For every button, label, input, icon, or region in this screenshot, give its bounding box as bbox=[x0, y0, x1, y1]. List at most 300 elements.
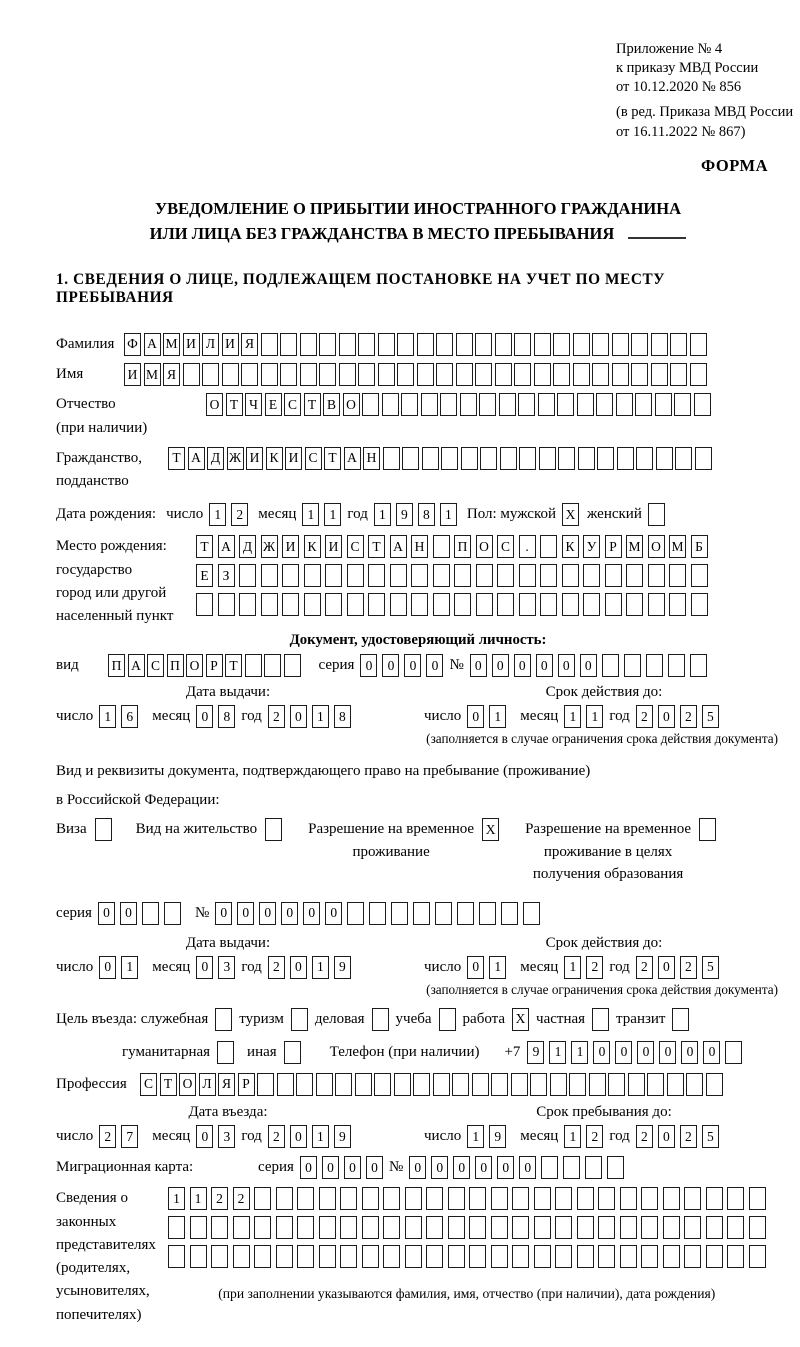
char-box[interactable]: 8 bbox=[334, 705, 351, 728]
char-box[interactable] bbox=[222, 363, 239, 386]
char-box[interactable] bbox=[304, 593, 321, 616]
char-box[interactable] bbox=[433, 1073, 450, 1096]
char-box[interactable]: А bbox=[144, 333, 161, 356]
id-doc-type-boxes[interactable] bbox=[108, 654, 301, 677]
char-box[interactable] bbox=[390, 564, 407, 587]
char-box[interactable] bbox=[669, 564, 686, 587]
char-box[interactable] bbox=[405, 1187, 422, 1210]
char-box[interactable]: 1 bbox=[440, 503, 457, 526]
char-box[interactable] bbox=[620, 1216, 637, 1239]
char-box[interactable] bbox=[690, 363, 707, 386]
char-box[interactable]: З bbox=[218, 564, 235, 587]
char-box[interactable]: Е bbox=[196, 564, 213, 587]
char-box[interactable]: А bbox=[128, 654, 145, 677]
char-box[interactable] bbox=[217, 1041, 234, 1064]
purpose-transit-checkbox[interactable] bbox=[672, 1008, 689, 1031]
char-box[interactable] bbox=[538, 393, 555, 416]
char-box[interactable] bbox=[534, 363, 551, 386]
representatives-boxes-row3[interactable] bbox=[168, 1245, 766, 1268]
char-box[interactable]: М bbox=[626, 535, 643, 558]
char-box[interactable] bbox=[300, 363, 317, 386]
char-box[interactable]: 0 bbox=[426, 654, 443, 677]
char-box[interactable] bbox=[589, 1073, 606, 1096]
char-box[interactable]: С bbox=[497, 535, 514, 558]
char-box[interactable] bbox=[168, 1245, 185, 1268]
char-box[interactable] bbox=[605, 564, 622, 587]
id-doc-series-boxes[interactable] bbox=[360, 654, 443, 677]
char-box[interactable] bbox=[261, 333, 278, 356]
char-box[interactable] bbox=[669, 593, 686, 616]
char-box[interactable] bbox=[190, 1245, 207, 1268]
char-box[interactable] bbox=[368, 593, 385, 616]
char-box[interactable] bbox=[383, 1216, 400, 1239]
char-box[interactable]: 0 bbox=[615, 1041, 632, 1064]
char-box[interactable] bbox=[479, 393, 496, 416]
char-box[interactable] bbox=[518, 393, 535, 416]
char-box[interactable] bbox=[164, 902, 181, 925]
char-box[interactable] bbox=[383, 1187, 400, 1210]
char-box[interactable] bbox=[426, 1187, 443, 1210]
char-box[interactable] bbox=[319, 363, 336, 386]
char-box[interactable]: С bbox=[140, 1073, 157, 1096]
char-box[interactable] bbox=[519, 593, 536, 616]
char-box[interactable]: 0 bbox=[290, 956, 307, 979]
char-box[interactable] bbox=[276, 1187, 293, 1210]
char-box[interactable] bbox=[440, 393, 457, 416]
stay-valid-year-boxes[interactable] bbox=[636, 956, 719, 979]
char-box[interactable]: 1 bbox=[99, 705, 116, 728]
char-box[interactable]: 0 bbox=[497, 1156, 514, 1179]
char-box[interactable] bbox=[362, 1216, 379, 1239]
char-box[interactable]: А bbox=[188, 447, 205, 470]
char-box[interactable] bbox=[397, 333, 414, 356]
char-box[interactable]: 1 bbox=[312, 705, 329, 728]
char-box[interactable] bbox=[749, 1216, 766, 1239]
char-box[interactable]: 0 bbox=[467, 705, 484, 728]
id-doc-number-boxes[interactable] bbox=[470, 654, 707, 677]
char-box[interactable] bbox=[562, 593, 579, 616]
char-box[interactable]: 3 bbox=[218, 956, 235, 979]
char-box[interactable] bbox=[663, 1216, 680, 1239]
char-box[interactable] bbox=[500, 447, 517, 470]
char-box[interactable]: 8 bbox=[218, 705, 235, 728]
char-box[interactable]: Р bbox=[605, 535, 622, 558]
char-box[interactable] bbox=[284, 1041, 301, 1064]
char-box[interactable] bbox=[626, 564, 643, 587]
char-box[interactable] bbox=[646, 654, 663, 677]
char-box[interactable]: 0 bbox=[580, 654, 597, 677]
char-box[interactable] bbox=[641, 1187, 658, 1210]
char-box[interactable] bbox=[233, 1216, 250, 1239]
char-box[interactable] bbox=[340, 1216, 357, 1239]
birthplace-boxes-row2[interactable] bbox=[196, 564, 708, 587]
char-box[interactable]: 0 bbox=[431, 1156, 448, 1179]
char-box[interactable]: 0 bbox=[196, 956, 213, 979]
purpose-official-checkbox[interactable] bbox=[215, 1008, 232, 1031]
birthplace-boxes-row3[interactable] bbox=[196, 593, 708, 616]
char-box[interactable] bbox=[612, 333, 629, 356]
char-box[interactable]: Д bbox=[207, 447, 224, 470]
char-box[interactable] bbox=[355, 1073, 372, 1096]
char-box[interactable]: 1 bbox=[549, 1041, 566, 1064]
char-box[interactable] bbox=[612, 363, 629, 386]
char-box[interactable] bbox=[598, 1187, 615, 1210]
char-box[interactable] bbox=[211, 1245, 228, 1268]
char-box[interactable]: 1 bbox=[564, 1125, 581, 1148]
char-box[interactable]: 0 bbox=[281, 902, 298, 925]
char-box[interactable] bbox=[472, 1073, 489, 1096]
char-box[interactable] bbox=[651, 363, 668, 386]
char-box[interactable] bbox=[631, 333, 648, 356]
char-box[interactable]: А bbox=[344, 447, 361, 470]
char-box[interactable]: И bbox=[124, 363, 141, 386]
char-box[interactable] bbox=[583, 593, 600, 616]
char-box[interactable]: 0 bbox=[637, 1041, 654, 1064]
char-box[interactable] bbox=[265, 818, 282, 841]
char-box[interactable] bbox=[436, 363, 453, 386]
entry-year-boxes[interactable] bbox=[268, 1125, 351, 1148]
char-box[interactable]: С bbox=[305, 447, 322, 470]
char-box[interactable] bbox=[378, 333, 395, 356]
char-box[interactable]: П bbox=[454, 535, 471, 558]
char-box[interactable]: 2 bbox=[680, 1125, 697, 1148]
char-box[interactable]: 6 bbox=[121, 705, 138, 728]
char-box[interactable] bbox=[667, 1073, 684, 1096]
char-box[interactable]: О bbox=[476, 535, 493, 558]
char-box[interactable]: К bbox=[304, 535, 321, 558]
char-box[interactable]: Я bbox=[163, 363, 180, 386]
char-box[interactable]: X bbox=[562, 503, 579, 526]
char-box[interactable]: 0 bbox=[475, 1156, 492, 1179]
char-box[interactable] bbox=[501, 902, 518, 925]
char-box[interactable]: О bbox=[648, 535, 665, 558]
char-box[interactable]: 2 bbox=[268, 1125, 285, 1148]
id-valid-year-boxes[interactable] bbox=[636, 705, 719, 728]
char-box[interactable] bbox=[725, 1041, 742, 1064]
char-box[interactable] bbox=[512, 1216, 529, 1239]
char-box[interactable] bbox=[534, 1187, 551, 1210]
char-box[interactable]: . bbox=[519, 535, 536, 558]
char-box[interactable]: X bbox=[482, 818, 499, 841]
id-issue-day-boxes[interactable] bbox=[99, 705, 138, 728]
temp-residence-edu-checkbox[interactable] bbox=[699, 818, 716, 841]
char-box[interactable] bbox=[417, 363, 434, 386]
char-box[interactable] bbox=[245, 654, 262, 677]
char-box[interactable] bbox=[211, 1216, 228, 1239]
char-box[interactable] bbox=[391, 902, 408, 925]
char-box[interactable] bbox=[592, 1008, 609, 1031]
char-box[interactable]: М bbox=[163, 333, 180, 356]
birth-year-boxes[interactable] bbox=[374, 503, 457, 526]
char-box[interactable] bbox=[596, 393, 613, 416]
char-box[interactable] bbox=[628, 1073, 645, 1096]
char-box[interactable] bbox=[670, 333, 687, 356]
char-box[interactable] bbox=[475, 363, 492, 386]
char-box[interactable] bbox=[626, 593, 643, 616]
char-box[interactable] bbox=[339, 333, 356, 356]
char-box[interactable]: 1 bbox=[190, 1187, 207, 1210]
char-box[interactable] bbox=[340, 1187, 357, 1210]
char-box[interactable] bbox=[577, 1245, 594, 1268]
char-box[interactable] bbox=[358, 363, 375, 386]
stay-issue-year-boxes[interactable] bbox=[268, 956, 351, 979]
char-box[interactable]: 7 bbox=[121, 1125, 138, 1148]
char-box[interactable] bbox=[433, 593, 450, 616]
residence-permit-checkbox[interactable] bbox=[265, 818, 282, 841]
char-box[interactable]: 0 bbox=[259, 902, 276, 925]
char-box[interactable] bbox=[512, 1245, 529, 1268]
char-box[interactable] bbox=[624, 654, 641, 677]
name-boxes[interactable] bbox=[124, 363, 707, 386]
char-box[interactable]: П bbox=[108, 654, 125, 677]
char-box[interactable] bbox=[276, 1245, 293, 1268]
char-box[interactable] bbox=[555, 1245, 572, 1268]
char-box[interactable]: 0 bbox=[99, 956, 116, 979]
purpose-study-checkbox[interactable] bbox=[439, 1008, 456, 1031]
char-box[interactable] bbox=[491, 1187, 508, 1210]
char-box[interactable] bbox=[635, 393, 652, 416]
char-box[interactable]: 0 bbox=[658, 705, 675, 728]
char-box[interactable] bbox=[684, 1216, 701, 1239]
char-box[interactable] bbox=[202, 363, 219, 386]
char-box[interactable]: Т bbox=[324, 447, 341, 470]
char-box[interactable]: X bbox=[512, 1008, 529, 1031]
char-box[interactable]: Н bbox=[411, 535, 428, 558]
char-box[interactable] bbox=[460, 393, 477, 416]
citizenship-boxes[interactable] bbox=[168, 447, 712, 470]
purpose-other-checkbox[interactable] bbox=[284, 1041, 301, 1064]
char-box[interactable]: Т bbox=[225, 654, 242, 677]
char-box[interactable] bbox=[282, 564, 299, 587]
char-box[interactable] bbox=[706, 1073, 723, 1096]
char-box[interactable] bbox=[641, 1245, 658, 1268]
stay-until-month-boxes[interactable] bbox=[564, 1125, 603, 1148]
char-box[interactable]: О bbox=[179, 1073, 196, 1096]
char-box[interactable] bbox=[422, 447, 439, 470]
char-box[interactable] bbox=[550, 1073, 567, 1096]
char-box[interactable] bbox=[541, 1156, 558, 1179]
char-box[interactable]: П bbox=[167, 654, 184, 677]
char-box[interactable] bbox=[300, 333, 317, 356]
char-box[interactable] bbox=[277, 1073, 294, 1096]
char-box[interactable] bbox=[456, 363, 473, 386]
char-box[interactable] bbox=[557, 393, 574, 416]
char-box[interactable] bbox=[339, 363, 356, 386]
char-box[interactable]: 0 bbox=[492, 654, 509, 677]
stay-valid-month-boxes[interactable] bbox=[564, 956, 603, 979]
char-box[interactable]: 0 bbox=[290, 705, 307, 728]
char-box[interactable] bbox=[362, 393, 379, 416]
char-box[interactable]: 0 bbox=[322, 1156, 339, 1179]
char-box[interactable] bbox=[469, 1216, 486, 1239]
char-box[interactable] bbox=[585, 1156, 602, 1179]
char-box[interactable] bbox=[284, 654, 301, 677]
char-box[interactable] bbox=[261, 363, 278, 386]
char-box[interactable] bbox=[325, 593, 342, 616]
char-box[interactable]: 1 bbox=[168, 1187, 185, 1210]
char-box[interactable] bbox=[254, 1187, 271, 1210]
char-box[interactable]: 2 bbox=[211, 1187, 228, 1210]
char-box[interactable]: И bbox=[222, 333, 239, 356]
char-box[interactable] bbox=[304, 564, 321, 587]
char-box[interactable]: Р bbox=[206, 654, 223, 677]
char-box[interactable]: 5 bbox=[702, 1125, 719, 1148]
stay-until-day-boxes[interactable] bbox=[467, 1125, 506, 1148]
char-box[interactable] bbox=[340, 1245, 357, 1268]
char-box[interactable] bbox=[362, 1245, 379, 1268]
char-box[interactable] bbox=[497, 593, 514, 616]
char-box[interactable]: 1 bbox=[489, 705, 506, 728]
char-box[interactable] bbox=[514, 333, 531, 356]
char-box[interactable]: И bbox=[183, 333, 200, 356]
char-box[interactable] bbox=[691, 593, 708, 616]
char-box[interactable]: 0 bbox=[98, 902, 115, 925]
char-box[interactable] bbox=[491, 1216, 508, 1239]
char-box[interactable] bbox=[540, 593, 557, 616]
char-box[interactable] bbox=[573, 363, 590, 386]
char-box[interactable] bbox=[519, 564, 536, 587]
char-box[interactable]: У bbox=[583, 535, 600, 558]
char-box[interactable]: 1 bbox=[121, 956, 138, 979]
char-box[interactable] bbox=[656, 447, 673, 470]
char-box[interactable] bbox=[257, 1073, 274, 1096]
char-box[interactable] bbox=[553, 363, 570, 386]
char-box[interactable]: 0 bbox=[290, 1125, 307, 1148]
char-box[interactable]: 3 bbox=[218, 1125, 235, 1148]
char-box[interactable] bbox=[347, 564, 364, 587]
char-box[interactable] bbox=[684, 1245, 701, 1268]
purpose-business-checkbox[interactable] bbox=[372, 1008, 389, 1031]
char-box[interactable] bbox=[456, 333, 473, 356]
char-box[interactable]: Ж bbox=[261, 535, 278, 558]
char-box[interactable]: 2 bbox=[231, 503, 248, 526]
char-box[interactable]: 2 bbox=[636, 1125, 653, 1148]
char-box[interactable] bbox=[577, 1216, 594, 1239]
char-box[interactable] bbox=[297, 1187, 314, 1210]
char-box[interactable]: 0 bbox=[237, 902, 254, 925]
char-box[interactable] bbox=[631, 363, 648, 386]
char-box[interactable]: 0 bbox=[453, 1156, 470, 1179]
char-box[interactable]: Л bbox=[199, 1073, 216, 1096]
char-box[interactable] bbox=[598, 1245, 615, 1268]
char-box[interactable]: 2 bbox=[233, 1187, 250, 1210]
char-box[interactable]: 9 bbox=[334, 1125, 351, 1148]
char-box[interactable]: 8 bbox=[418, 503, 435, 526]
char-box[interactable] bbox=[495, 363, 512, 386]
char-box[interactable] bbox=[383, 1245, 400, 1268]
char-box[interactable] bbox=[411, 593, 428, 616]
char-box[interactable]: 1 bbox=[324, 503, 341, 526]
char-box[interactable] bbox=[620, 1187, 637, 1210]
char-box[interactable]: 0 bbox=[360, 654, 377, 677]
char-box[interactable] bbox=[555, 1187, 572, 1210]
char-box[interactable] bbox=[555, 1216, 572, 1239]
char-box[interactable] bbox=[436, 333, 453, 356]
char-box[interactable] bbox=[276, 1216, 293, 1239]
char-box[interactable]: 2 bbox=[636, 705, 653, 728]
char-box[interactable] bbox=[690, 333, 707, 356]
char-box[interactable] bbox=[684, 1187, 701, 1210]
char-box[interactable]: 1 bbox=[209, 503, 226, 526]
char-box[interactable] bbox=[476, 593, 493, 616]
char-box[interactable] bbox=[479, 902, 496, 925]
char-box[interactable]: 2 bbox=[268, 956, 285, 979]
char-box[interactable] bbox=[190, 1216, 207, 1239]
char-box[interactable] bbox=[699, 818, 716, 841]
char-box[interactable]: Ч bbox=[245, 393, 262, 416]
char-box[interactable] bbox=[749, 1187, 766, 1210]
char-box[interactable] bbox=[233, 1245, 250, 1268]
char-box[interactable] bbox=[641, 1216, 658, 1239]
char-box[interactable]: И bbox=[246, 447, 263, 470]
char-box[interactable] bbox=[296, 1073, 313, 1096]
char-box[interactable]: М bbox=[669, 535, 686, 558]
visa-checkbox[interactable] bbox=[95, 818, 112, 841]
char-box[interactable] bbox=[706, 1187, 723, 1210]
char-box[interactable]: 1 bbox=[586, 705, 603, 728]
char-box[interactable] bbox=[706, 1245, 723, 1268]
char-box[interactable] bbox=[553, 333, 570, 356]
char-box[interactable] bbox=[405, 1216, 422, 1239]
title-blank-underline[interactable] bbox=[628, 223, 686, 239]
char-box[interactable]: Б bbox=[691, 535, 708, 558]
char-box[interactable] bbox=[534, 1245, 551, 1268]
char-box[interactable]: 5 bbox=[702, 956, 719, 979]
char-box[interactable] bbox=[534, 1216, 551, 1239]
char-box[interactable] bbox=[514, 363, 531, 386]
birth-day-boxes[interactable] bbox=[209, 503, 248, 526]
char-box[interactable] bbox=[401, 393, 418, 416]
char-box[interactable] bbox=[578, 447, 595, 470]
char-box[interactable]: 0 bbox=[120, 902, 137, 925]
char-box[interactable] bbox=[648, 593, 665, 616]
char-box[interactable]: 2 bbox=[99, 1125, 116, 1148]
char-box[interactable]: 2 bbox=[586, 956, 603, 979]
char-box[interactable] bbox=[291, 1008, 308, 1031]
char-box[interactable] bbox=[491, 1245, 508, 1268]
char-box[interactable]: Т bbox=[160, 1073, 177, 1096]
char-box[interactable] bbox=[602, 654, 619, 677]
char-box[interactable] bbox=[426, 1216, 443, 1239]
char-box[interactable] bbox=[254, 1216, 271, 1239]
char-box[interactable] bbox=[413, 1073, 430, 1096]
char-box[interactable] bbox=[512, 1187, 529, 1210]
char-box[interactable] bbox=[694, 393, 711, 416]
char-box[interactable] bbox=[616, 393, 633, 416]
char-box[interactable]: 1 bbox=[489, 956, 506, 979]
char-box[interactable] bbox=[475, 333, 492, 356]
char-box[interactable]: И bbox=[285, 447, 302, 470]
char-box[interactable] bbox=[495, 333, 512, 356]
char-box[interactable] bbox=[397, 363, 414, 386]
char-box[interactable] bbox=[239, 564, 256, 587]
char-box[interactable] bbox=[435, 902, 452, 925]
char-box[interactable]: 0 bbox=[536, 654, 553, 677]
char-box[interactable]: 0 bbox=[681, 1041, 698, 1064]
migration-card-number-boxes[interactable] bbox=[409, 1156, 624, 1179]
char-box[interactable] bbox=[480, 447, 497, 470]
char-box[interactable] bbox=[620, 1245, 637, 1268]
char-box[interactable]: Т bbox=[304, 393, 321, 416]
stay-valid-day-boxes[interactable] bbox=[467, 956, 506, 979]
char-box[interactable]: А bbox=[390, 535, 407, 558]
char-box[interactable]: 0 bbox=[196, 705, 213, 728]
char-box[interactable] bbox=[727, 1187, 744, 1210]
char-box[interactable]: 0 bbox=[303, 902, 320, 925]
char-box[interactable] bbox=[394, 1073, 411, 1096]
char-box[interactable] bbox=[325, 564, 342, 587]
purpose-humanitarian-checkbox[interactable] bbox=[217, 1041, 234, 1064]
